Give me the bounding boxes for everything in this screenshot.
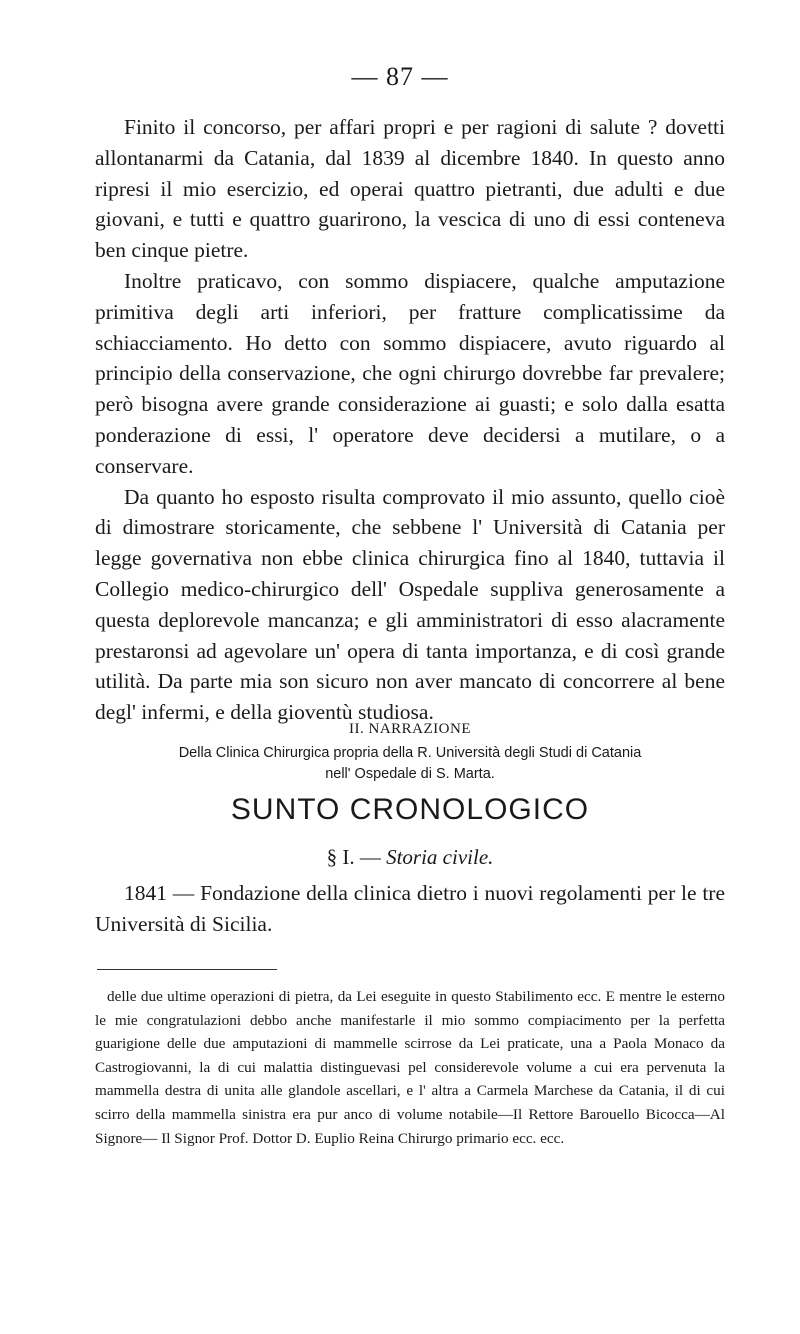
section-name: Storia civile. [386, 845, 494, 869]
paragraph-2: Inoltre praticavo, con sommo dispiacere, qualche amputazione primitiva degli arti inferiori, per fratture complicatissime da schiacciamento. Ho detto con sommo dispiacere, avuto riguardo al principio della conservazione, che ogni chirurgo dovrebbe far prevalere; però bisogna avere grande considerazione ai guasti; e solo dalla esatta ponderazione di essi, l' operatore deve decidersi a mutilare, o a conservare. [95, 268, 725, 478]
paragraph-3: Da quanto ho esposto risulta comprovato il mio assunto, quello cioè di dimostrare storicamente, che sebbene l' Università di Catania per legge governativa non ebbe clinica chirurgica fino al 1840, tuttavia il Collegio medico-chirurgico dell' Ospedale suppliva generosamente a questa deplorevole mancanza; e gli amministratori di esso alacramente prestaronsi ad agevolare un' opera di tanta importanza, e di così grande utilità. Da parte mia son sicuro non aver mancato di concorrere al bene degl' infermi, e della gioventù studiosa. [95, 484, 725, 725]
section-prefix: § I. — [326, 845, 381, 869]
section-heading: II. NARRAZIONE [349, 721, 471, 737]
footnote-text: delle due ultime operazioni di pietra, da Lei eseguite in questo Stabilimento ecc. E mentre le esterno le mie congratulazioni debbo anche manifestarle il mio sommo compiacimento per la perfetta guarigione delle due amputazioni di mammelle scirrose da Lei praticate, una a Paola Monaco da Castrogiovanni, la di cui malattia distinguevasi pel considerevole volume a cui era pervenuta la mammella destra di unita alle glandole ascellari, e l' altra a Carmela Marchese da Catania, il di cui scirro della mammella sinistra era pur anco di volume notabile—Il Rettore Barouello Bicocca—Al Signore— Il Signor Prof. Dottor D. Euplio Reina Chirurgo primario ecc. ecc. [95, 988, 725, 1147]
paragraph-1: Finito il concorso, per affari propri e per ragioni di salute ? dovetti allontanarmi da Catania, dal 1839 al dicembre 1840. In questo anno ripresi il mio esercizio, ed operai quattro pietranti, due adulti e due giovani, e tutti e quattro guarirono, la vescica di uno di essi conteneva ben cinque pietre. [95, 115, 725, 263]
entry-1841: 1841 — Fondazione della clinica dietro i nuovi regolamenti per le tre Università di Sicilia. [95, 881, 725, 936]
subheading-line-2: nell' Ospedale di S. Marta. [325, 766, 495, 782]
subheading [95, 743, 725, 785]
subheading-line-1: Della Clinica Chirurgica propria della R. Università degli Studi di Catania [178, 745, 642, 761]
page-number: — 87 — [351, 62, 449, 91]
chronology-entry [95, 878, 725, 940]
section-title [95, 845, 725, 870]
body-text [95, 112, 725, 728]
footnote [95, 985, 725, 1150]
footnote-divider [97, 969, 277, 970]
main-title: SUNTO CRONOLOGICO [230, 793, 590, 826]
